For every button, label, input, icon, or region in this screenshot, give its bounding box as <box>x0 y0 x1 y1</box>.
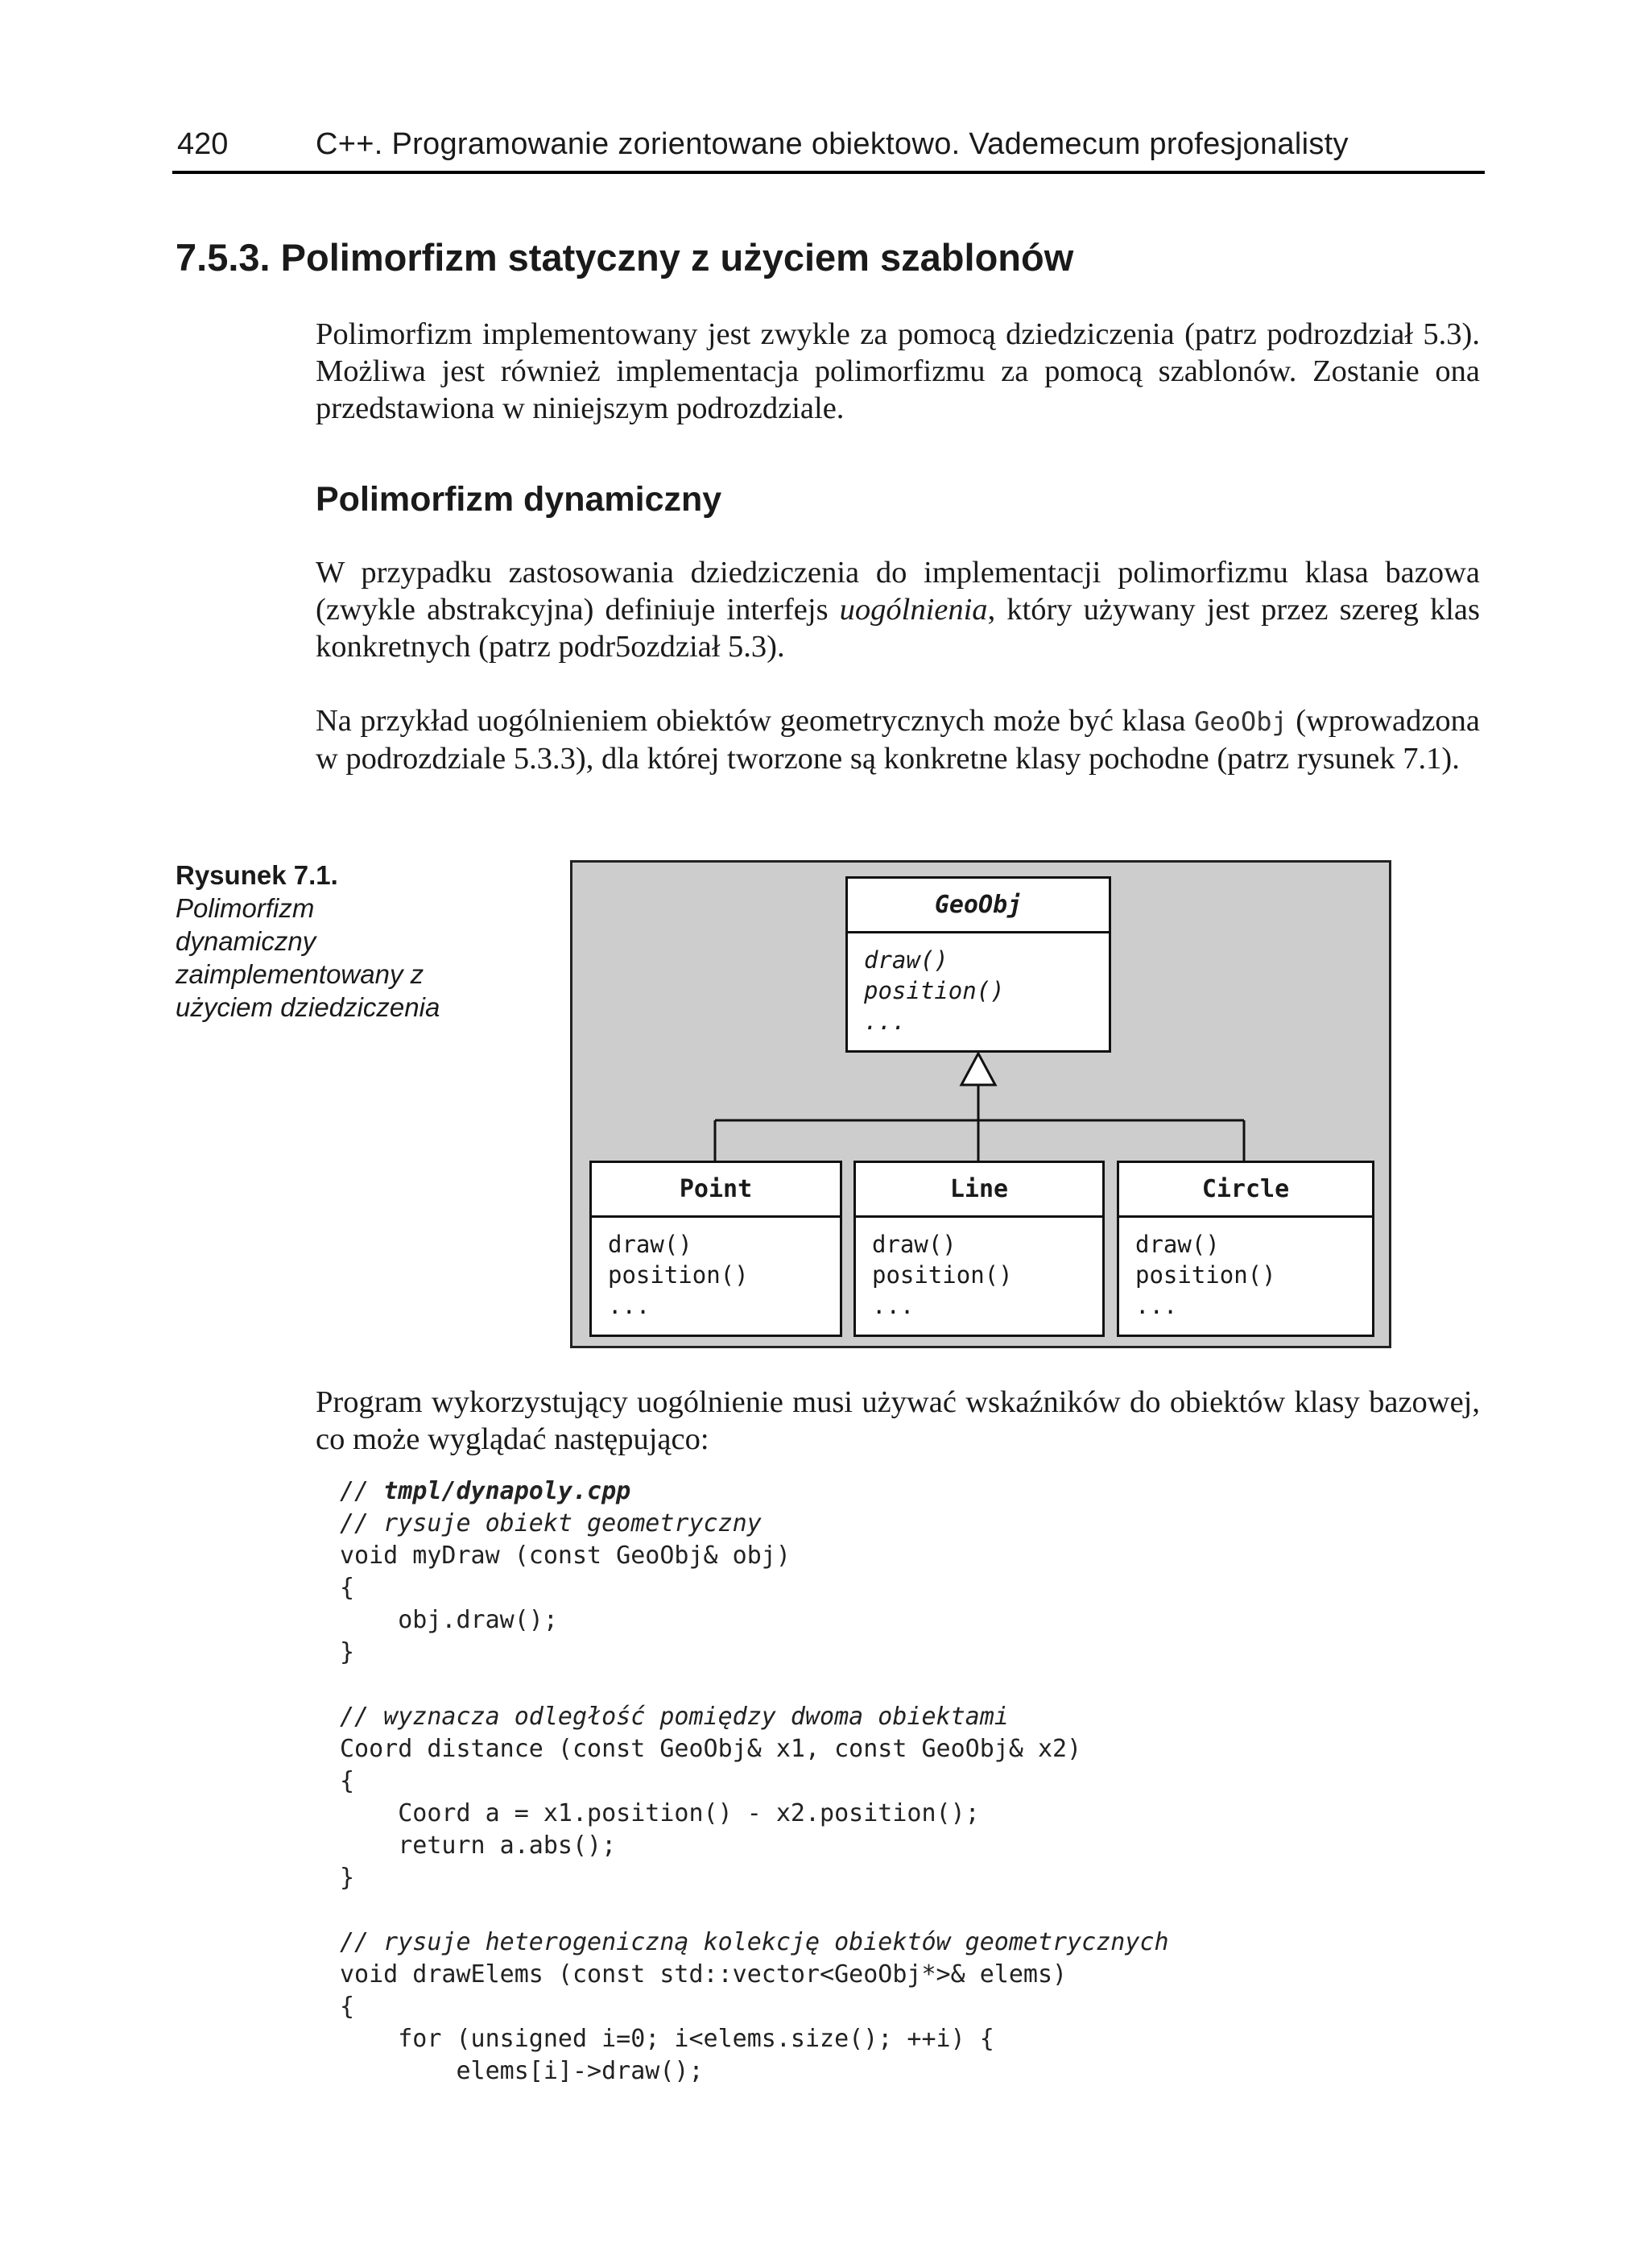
intro-paragraph: Polimorfizm implementowany jest zwykle za pomocą dziedziczenia (patrz podrozdział 5.3). Możliwa jest również implementacja polimorfizmu za pomocą szablonów. Zostanie ona przedstawiona w niniejszym podrozdziale. <box>316 317 1480 425</box>
code-line: { <box>340 1767 355 1795</box>
subsection-title: Polimorfizm dynamiczny <box>316 480 722 519</box>
member: draw() <box>1135 1231 1220 1258</box>
member: ... <box>872 1292 915 1319</box>
member: position() <box>1135 1261 1276 1289</box>
member: ... <box>864 1008 907 1035</box>
member: position() <box>872 1261 1013 1289</box>
uml-class-circle <box>1117 1161 1374 1337</box>
para2-emphasis: uogólnienia <box>839 593 988 627</box>
paragraph-dynamic-polymorphism <box>316 554 1480 665</box>
member: position() <box>864 977 1005 1004</box>
class-name: Point <box>592 1163 840 1218</box>
generalization-arrow-icon <box>961 1053 995 1085</box>
para3-inline-code: GeoObj <box>1194 706 1287 737</box>
code-line: } <box>340 1638 355 1666</box>
member: draw() <box>608 1231 692 1258</box>
para3-text-after: (wprowadzona w podrozdziale 5.3.3), dla której tworzone są konkretne klasy pochodne (patrz rysunek 7.1). <box>316 704 1480 776</box>
code-line <box>340 1894 1169 1927</box>
paragraph-geoobj-example <box>316 702 1480 777</box>
member: draw() <box>864 946 948 974</box>
uml-class-diagram <box>570 860 1391 1348</box>
paragraph-base-pointers: Program wykorzystujący uogólnienie musi używać wskaźników do obiektów klasy bazowej, co może wyglądać następująco: <box>316 1385 1480 1456</box>
code-line: // rysuje obiekt geometryczny <box>340 1509 762 1538</box>
code-line: void drawElems (const std::vector<GeoObj*>& elems) <box>340 1960 1068 1989</box>
code-filename: tmpl/dynapoly.cpp <box>383 1477 631 1505</box>
section-title: 7.5.3. Polimorfizm statyczny z użyciem szablonów <box>176 236 1074 279</box>
class-name: Line <box>856 1163 1102 1218</box>
class-name: Circle <box>1119 1163 1372 1218</box>
code-line <box>340 1669 1169 1701</box>
running-title: C++. Programowanie zorientowane obiektowo. Vademecum profesjonalisty <box>316 127 1349 161</box>
class-members <box>848 933 1109 1037</box>
uml-class-geoobj <box>845 876 1111 1053</box>
uml-class-line <box>853 1161 1105 1337</box>
class-members <box>856 1218 1102 1321</box>
code-line: for (unsigned i=0; i<elems.size(); ++i) { <box>340 2025 994 2053</box>
running-header <box>172 119 1485 174</box>
code-comment-prefix: // <box>340 1477 384 1505</box>
page-number: 420 <box>177 127 229 161</box>
code-line: { <box>340 1574 355 1602</box>
figure-caption <box>176 859 449 1024</box>
para2-text-before: W przypadku zastosowania dziedziczenia do implementacji polimorfizmu klasa bazowa (zwykle abstrakcyjna) definiuje interfejs <box>316 556 1480 627</box>
class-name: GeoObj <box>848 879 1109 933</box>
figure-caption-text: Polimorfizm dynamiczny zaimplementowany z użyciem dziedziczenia <box>176 893 440 1022</box>
class-members <box>592 1218 840 1321</box>
code-line: // rysuje heterogeniczną kolekcję obiektów geometrycznych <box>340 1928 1169 1956</box>
code-line: } <box>340 1864 355 1892</box>
code-line: obj.draw(); <box>340 1606 558 1634</box>
code-line: return a.abs(); <box>340 1831 617 1860</box>
code-line: Coord distance (const GeoObj& x1, const GeoObj& x2) <box>340 1735 1082 1763</box>
member: draw() <box>872 1231 957 1258</box>
code-line: elems[i]->draw(); <box>340 2057 704 2085</box>
figure-label: Rysunek 7.1. <box>176 860 338 890</box>
code-line: // wyznacza odległość pomiędzy dwoma obiektami <box>340 1703 1009 1731</box>
code-line: Coord a = x1.position() - x2.position(); <box>340 1799 980 1827</box>
code-line: void myDraw (const GeoObj& obj) <box>340 1542 791 1570</box>
code-filename-line <box>340 1475 1169 1508</box>
member: ... <box>608 1292 651 1319</box>
class-members <box>1119 1218 1372 1321</box>
code-listing <box>340 1475 1169 2088</box>
member: position() <box>608 1261 749 1289</box>
para3-text-before: Na przykład uogólnieniem obiektów geometrycznych może być klasa <box>316 704 1195 738</box>
code-line: { <box>340 1993 355 2021</box>
para2-text-after: , który używany jest przez szereg klas konkretnych (patrz podr5ozdział 5.3). <box>316 593 1480 664</box>
uml-class-point <box>589 1161 842 1337</box>
member: ... <box>1135 1292 1178 1319</box>
